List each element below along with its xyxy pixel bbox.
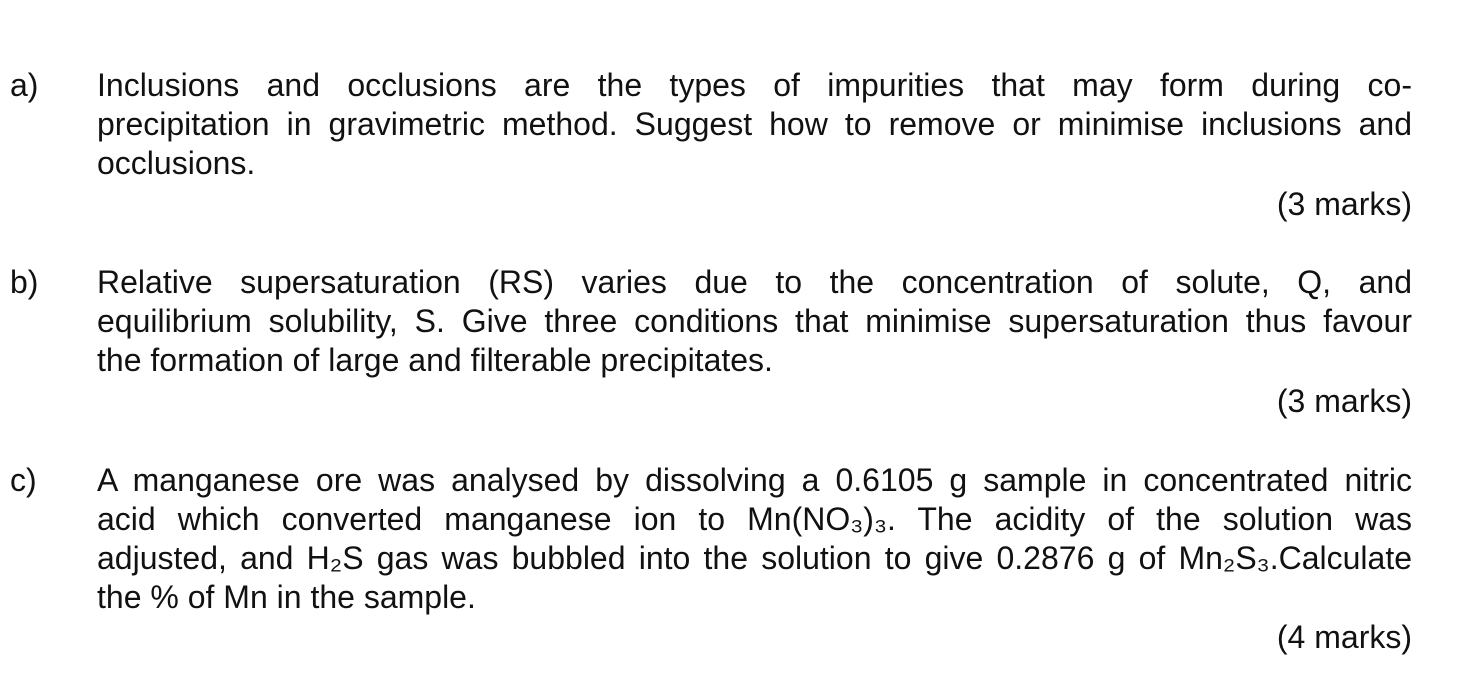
question-label: b) <box>10 264 39 300</box>
marks-label: (4 marks) <box>1276 619 1412 655</box>
question-line: equilibrium solubility, S. Give three conditions that minimise supersaturation thus favour <box>97 303 1412 339</box>
question-label: a) <box>10 67 39 103</box>
question-line: acid which converted manganese ion to Mn(NO₃)₃. The acidity of the solution was <box>97 501 1412 537</box>
marks-label: (3 marks) <box>1276 383 1412 419</box>
question-line: adjusted, and H₂S gas was bubbled into the solution to give 0.2876 g of Mn₂S₃.Calculate <box>97 540 1412 576</box>
question-text <box>97 461 1412 617</box>
question-label: c) <box>10 462 37 498</box>
marks-label: (3 marks) <box>1276 186 1412 222</box>
question-line: Inclusions and occlusions are the types of impurities that may form during co- <box>97 67 1412 103</box>
question-line: A manganese ore was analysed by dissolving a 0.6105 g sample in concentrated nitric <box>97 462 1412 498</box>
question-line: the % of Mn in the sample. <box>97 579 476 615</box>
question-text <box>97 66 1412 183</box>
question-line: Relative supersaturation (RS) varies due to the concentration of solute, Q, and <box>97 264 1412 300</box>
question-line: occlusions. <box>97 145 256 181</box>
question-line: the formation of large and filterable precipitates. <box>97 342 773 378</box>
question-text <box>97 263 1412 380</box>
question-line: precipitation in gravimetric method. Suggest how to remove or minimise inclusions and <box>97 106 1412 142</box>
